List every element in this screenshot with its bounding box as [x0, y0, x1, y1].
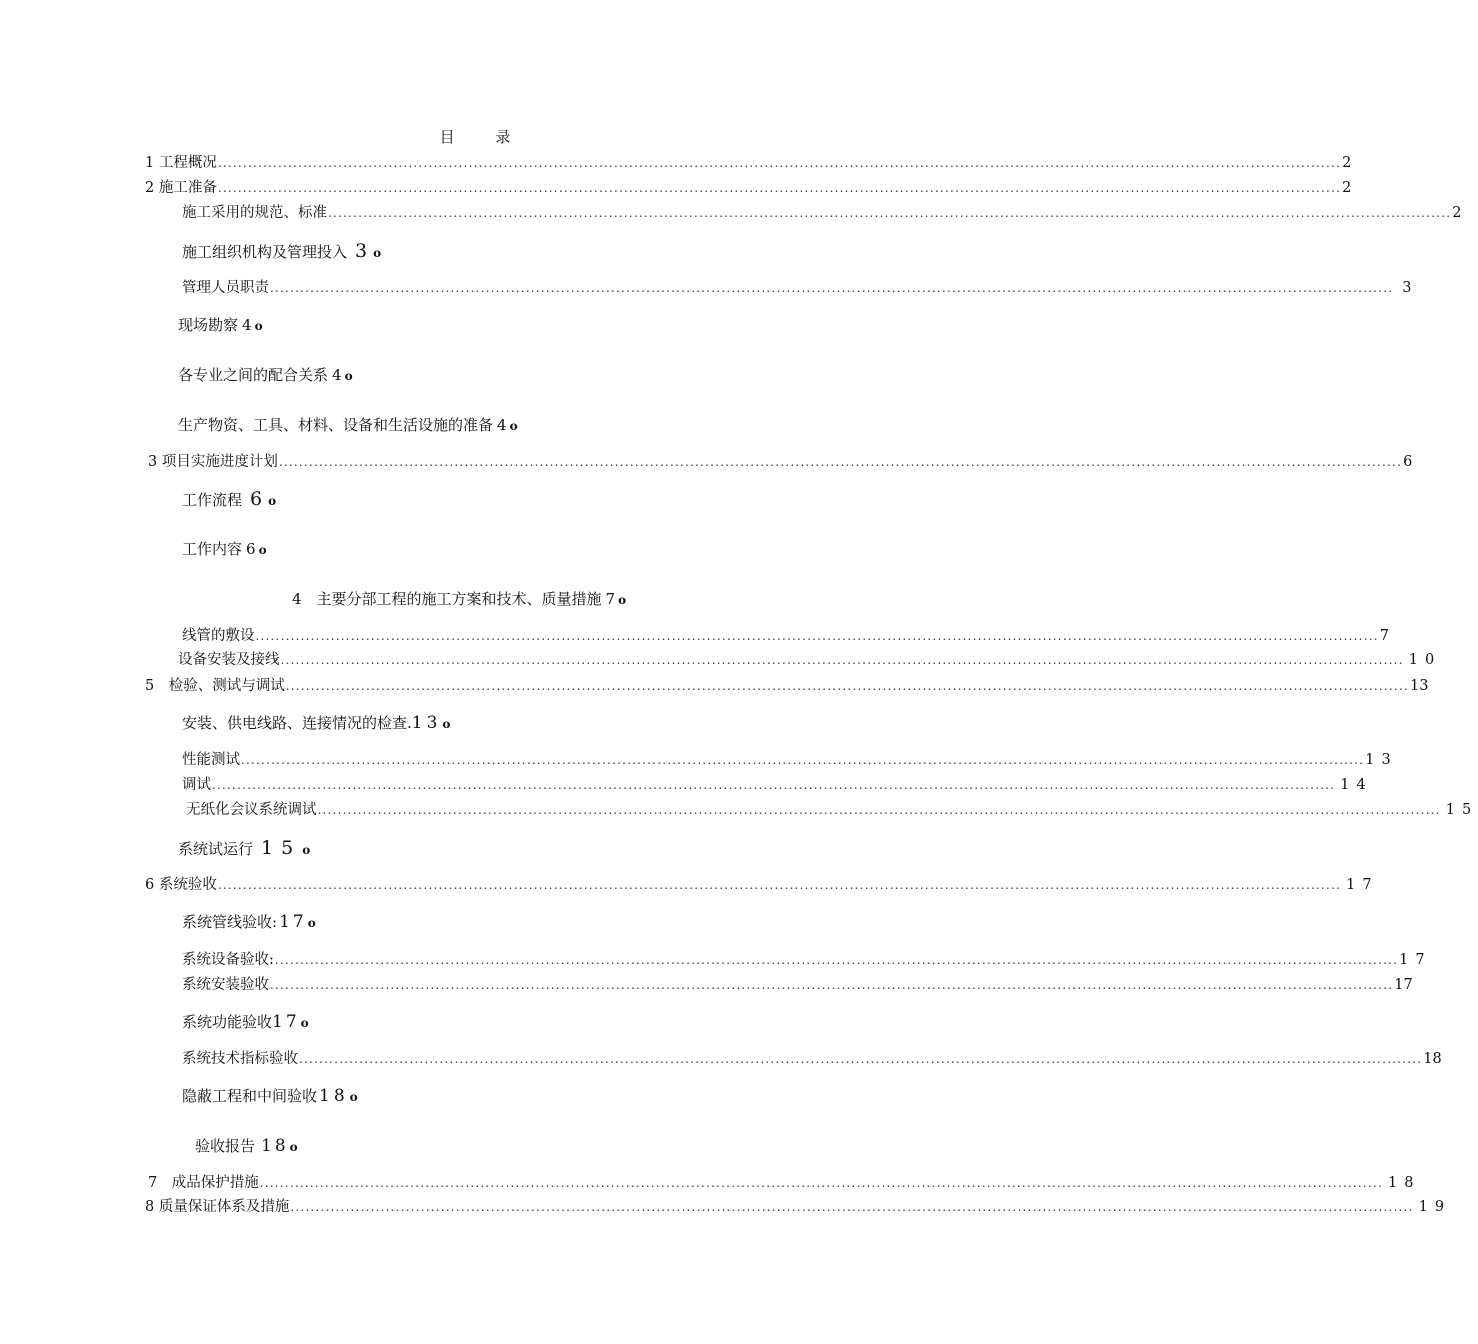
toc-entry-label: 系统设备验收:	[182, 952, 274, 968]
toc-entry[interactable]	[182, 539, 267, 560]
toc-entry-mark: o	[442, 717, 451, 731]
toc-entry-label: 隐蔽工程和中间验收	[182, 1087, 318, 1105]
toc-entry-label: 安装、供电线路、连接情况的检查.	[182, 714, 412, 732]
toc-entry[interactable]	[182, 278, 1412, 298]
toc-entry-mark: o	[349, 1090, 358, 1104]
leader-dots: ................................................................................................................................................................................................................................	[317, 803, 1441, 817]
toc-entry-label: 生产物资、工具、材料、设备和生活设施的准备	[178, 416, 494, 434]
toc-entry-mark: o	[302, 843, 311, 857]
toc-entry-page: 3	[355, 240, 373, 262]
toc-entry[interactable]	[178, 415, 518, 436]
toc-entry-page: 13	[1409, 678, 1429, 694]
toc-entry[interactable]	[148, 1173, 1421, 1193]
toc-entry-label: 6 系统验收	[145, 877, 217, 893]
toc-entry-page: 18	[261, 1136, 289, 1156]
toc-entry-label: 调试	[182, 777, 211, 793]
leader-dots: ................................................................................................................................................................................................................................	[259, 1176, 1383, 1190]
toc-entry-label: 系统试运行	[178, 840, 254, 858]
toc-entry-page: 4	[242, 316, 254, 334]
toc-entry-label: 管理人员职责	[182, 280, 269, 296]
toc-entry[interactable]	[182, 1086, 358, 1107]
toc-entry-mark: o	[618, 593, 627, 607]
toc-entry-label: 2 施工准备	[145, 180, 217, 196]
toc-entry-page: 6	[1403, 454, 1413, 470]
leader-dots: ................................................................................................................................................................................................................................	[217, 181, 1342, 195]
toc-entry-page: 7	[1379, 628, 1389, 644]
toc-entry[interactable]	[182, 975, 1413, 995]
toc-entry[interactable]	[182, 203, 1462, 223]
toc-entry[interactable]	[145, 178, 1352, 198]
toc-entry[interactable]	[182, 626, 1389, 646]
toc-entry-page: 2	[1342, 180, 1352, 196]
leader-dots: ................................................................................................................................................................................................................................	[217, 156, 1342, 170]
toc-entry[interactable]	[145, 875, 1379, 895]
toc-entry-mark: o	[307, 916, 316, 930]
toc-entry[interactable]	[182, 750, 1398, 770]
toc-entry-page: 19	[1418, 1199, 1452, 1215]
leader-dots: ................................................................................................................................................................................................................................	[278, 455, 1403, 469]
toc-entry-label: 性能测试	[182, 752, 240, 768]
toc-entry-label: 4 主要分部工程的施工方案和技术、质量措施	[292, 590, 602, 608]
toc-entry-page: 4	[332, 366, 344, 384]
toc-entry-label: 1 工程概况	[145, 155, 217, 171]
toc-entry[interactable]	[186, 800, 1478, 820]
toc-entry-page: 18	[1387, 1175, 1421, 1191]
toc-entry[interactable]	[178, 365, 353, 386]
toc-entry-label: 3 项目实施进度计划	[148, 454, 278, 470]
toc-entry-mark: o	[373, 246, 382, 260]
toc-entry-label: 施工组织机构及管理投入	[182, 243, 348, 261]
toc-entry-label: 工作内容	[182, 540, 243, 558]
toc-entry-mark: o	[289, 1140, 298, 1154]
toc-entry-mark: o	[344, 369, 353, 383]
leader-dots: ................................................................................................................................................................................................................................	[274, 953, 1399, 967]
toc-entry-page: 6	[250, 488, 268, 510]
toc-entry[interactable]	[195, 1136, 298, 1157]
toc-entry[interactable]	[182, 912, 316, 933]
toc-entry-page: 17	[279, 912, 307, 932]
toc-title: 目 录	[439, 128, 529, 146]
toc-entry-label: 设备安装及接线	[178, 652, 280, 668]
toc-entry-page: 17	[1394, 977, 1413, 993]
toc-entry-label: 系统功能验收	[182, 1013, 273, 1031]
toc-entry[interactable]	[178, 315, 263, 336]
toc-entry-label: 系统技术指标验收	[182, 1051, 298, 1067]
toc-entry-label: 7 成品保护措施	[148, 1175, 259, 1191]
leader-dots: ................................................................................................................................................................................................................................	[212, 778, 1336, 792]
leader-dots: ................................................................................................................................................................................................................................	[255, 629, 1379, 643]
toc-entry[interactable]	[182, 489, 276, 511]
toc-entry-page: 15	[261, 837, 302, 859]
leader-dots: ................................................................................................................................................................................................................................	[290, 1200, 1414, 1214]
toc-entry-page: 14	[1340, 777, 1373, 793]
toc-entry-page: 13	[1365, 752, 1398, 768]
toc-entry-label: 系统管线验收:	[182, 913, 278, 931]
toc-entry-label: 施工采用的规范、标准	[182, 205, 327, 221]
toc-entry-mark: o	[509, 419, 518, 433]
toc-entry-page: 17	[1346, 877, 1379, 893]
toc-entry[interactable]	[182, 713, 450, 734]
leader-dots: ................................................................................................................................................................................................................................	[217, 878, 1342, 892]
toc-entry-page: 3	[1402, 280, 1412, 296]
leader-dots: ................................................................................................................................................................................................................................	[241, 753, 1365, 767]
toc-entry[interactable]	[182, 1012, 309, 1033]
toc-entry-page: 7	[605, 590, 618, 608]
toc-entry[interactable]	[145, 1197, 1452, 1217]
toc-entry-page: 10	[1408, 652, 1442, 668]
toc-entry[interactable]	[292, 589, 626, 610]
leader-dots: ................................................................................................................................................................................................................................	[270, 281, 1394, 295]
toc-entry-mark: o	[254, 319, 263, 333]
toc-entry-label: 验收报告	[195, 1137, 256, 1155]
toc-entry-page: 17	[272, 1012, 300, 1032]
leader-dots: ................................................................................................................................................................................................................................	[285, 679, 1409, 693]
leader-dots: ................................................................................................................................................................................................................................	[328, 206, 1452, 220]
toc-entry-page: 18	[1423, 1051, 1442, 1067]
toc-entry[interactable]	[145, 676, 1429, 696]
toc-entry-mark: o	[258, 543, 267, 557]
toc-entry[interactable]	[182, 950, 1432, 970]
toc-entry[interactable]	[182, 775, 1373, 795]
toc-entry-page: 2	[1452, 205, 1462, 221]
toc-entry-label: 线管的敷设	[182, 628, 255, 644]
toc-entry-label: 系统安装验收	[182, 977, 269, 993]
toc-entry-label: 各专业之间的配合关系	[178, 366, 329, 384]
toc-entry[interactable]	[145, 153, 1352, 173]
toc-entry[interactable]	[178, 650, 1442, 670]
toc-entry-page: 18	[319, 1086, 349, 1106]
toc-entry-label: 8 质量保证体系及措施	[145, 1199, 290, 1215]
leader-dots: ................................................................................................................................................................................................................................	[280, 653, 1404, 667]
toc-entry-page: 2	[1342, 155, 1352, 171]
toc-entry-label: 现场勘察	[178, 316, 239, 334]
toc-entry-label: 无纸化会议系统调试	[186, 802, 317, 818]
toc-entry-mark: o	[300, 1016, 309, 1030]
toc-entry[interactable]	[182, 1049, 1442, 1069]
toc-entry-page: 17	[1399, 952, 1432, 968]
toc-entry-mark: o	[268, 494, 277, 508]
toc-entry[interactable]	[148, 452, 1413, 472]
leader-dots: ................................................................................................................................................................................................................................	[270, 978, 1394, 992]
leader-dots: ................................................................................................................................................................................................................................	[299, 1052, 1423, 1066]
toc-entry-page: 6	[246, 540, 258, 558]
toc-entry[interactable]	[182, 241, 381, 263]
toc-entry-label: 5 检验、测试与调试	[145, 678, 285, 694]
toc-entry-page: 4	[497, 416, 509, 434]
toc-entry-page: 13	[411, 713, 442, 733]
toc-entry-page: 15	[1445, 802, 1478, 818]
toc-entry-label: 工作流程	[182, 491, 243, 509]
toc-entry[interactable]	[178, 838, 310, 860]
